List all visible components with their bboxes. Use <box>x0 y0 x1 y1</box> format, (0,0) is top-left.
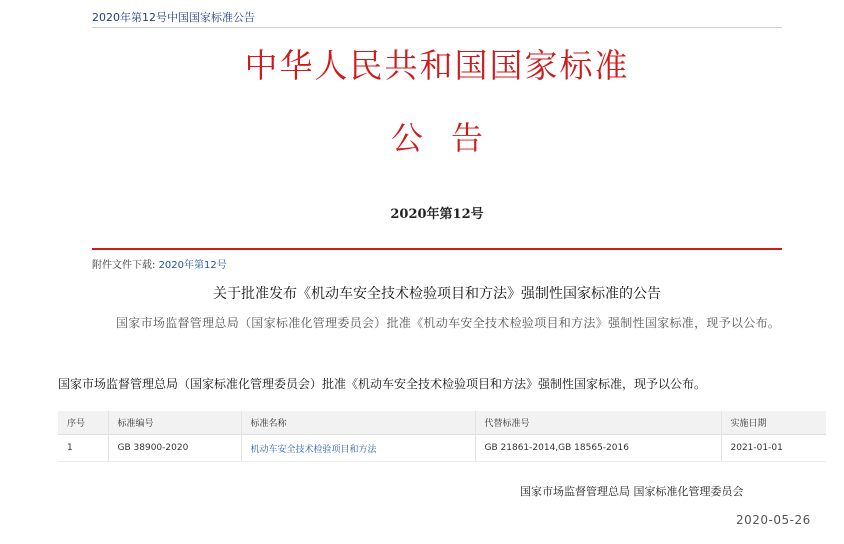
repeat-paragraph: 国家市场监督管理总局（国家标准化管理委员会）批准《机动车安全技术检验项目和方法》强制性国家标准，现予以公布。 <box>58 377 707 391</box>
document-heading: 关于批准发布《机动车安全技术检验项目和方法》强制性国家标准的公告 <box>213 286 661 302</box>
header-notice: 公告 <box>390 119 511 157</box>
column-header-index: 序号 <box>58 411 108 435</box>
header-title: 中华人民共和国国家标准 <box>244 46 630 85</box>
cell-name-link[interactable]: 机动车安全技术检验项目和方法 <box>241 435 475 462</box>
cell-effective-date: 2021-01-01 <box>721 435 826 462</box>
publish-date: 2020-05-26 <box>736 513 811 527</box>
cell-code: GB 38900-2020 <box>108 435 241 462</box>
attachment-row <box>92 256 227 271</box>
column-header-code: 标准编号 <box>108 411 241 435</box>
issue-number: 2020年第12号 <box>390 207 484 222</box>
breadcrumb[interactable]: 2020年第12号中国国家标准公告 <box>92 11 255 24</box>
red-divider <box>92 248 782 250</box>
standards-table <box>58 411 826 462</box>
table-header-row <box>58 411 826 435</box>
cell-replaces: GB 21861-2014,GB 18565-2016 <box>475 435 721 462</box>
signature: 国家市场监督管理总局 国家标准化管理委员会 <box>520 485 744 498</box>
column-header-replaces: 代替标准号 <box>475 411 721 435</box>
cell-index: 1 <box>58 435 108 462</box>
body-paragraph: 国家市场监督管理总局（国家标准化管理委员会）批准《机动车安全技术检验项目和方法》强制性国家标准，现予以公布。 <box>116 316 781 330</box>
table-row <box>58 435 826 462</box>
attachment-link[interactable]: 2020年第12号 <box>158 260 227 271</box>
column-header-name: 标准名称 <box>241 411 475 435</box>
attachment-label: 附件文件下载: <box>92 260 156 271</box>
breadcrumb-divider <box>92 27 782 28</box>
column-header-effective-date: 实施日期 <box>721 411 826 435</box>
